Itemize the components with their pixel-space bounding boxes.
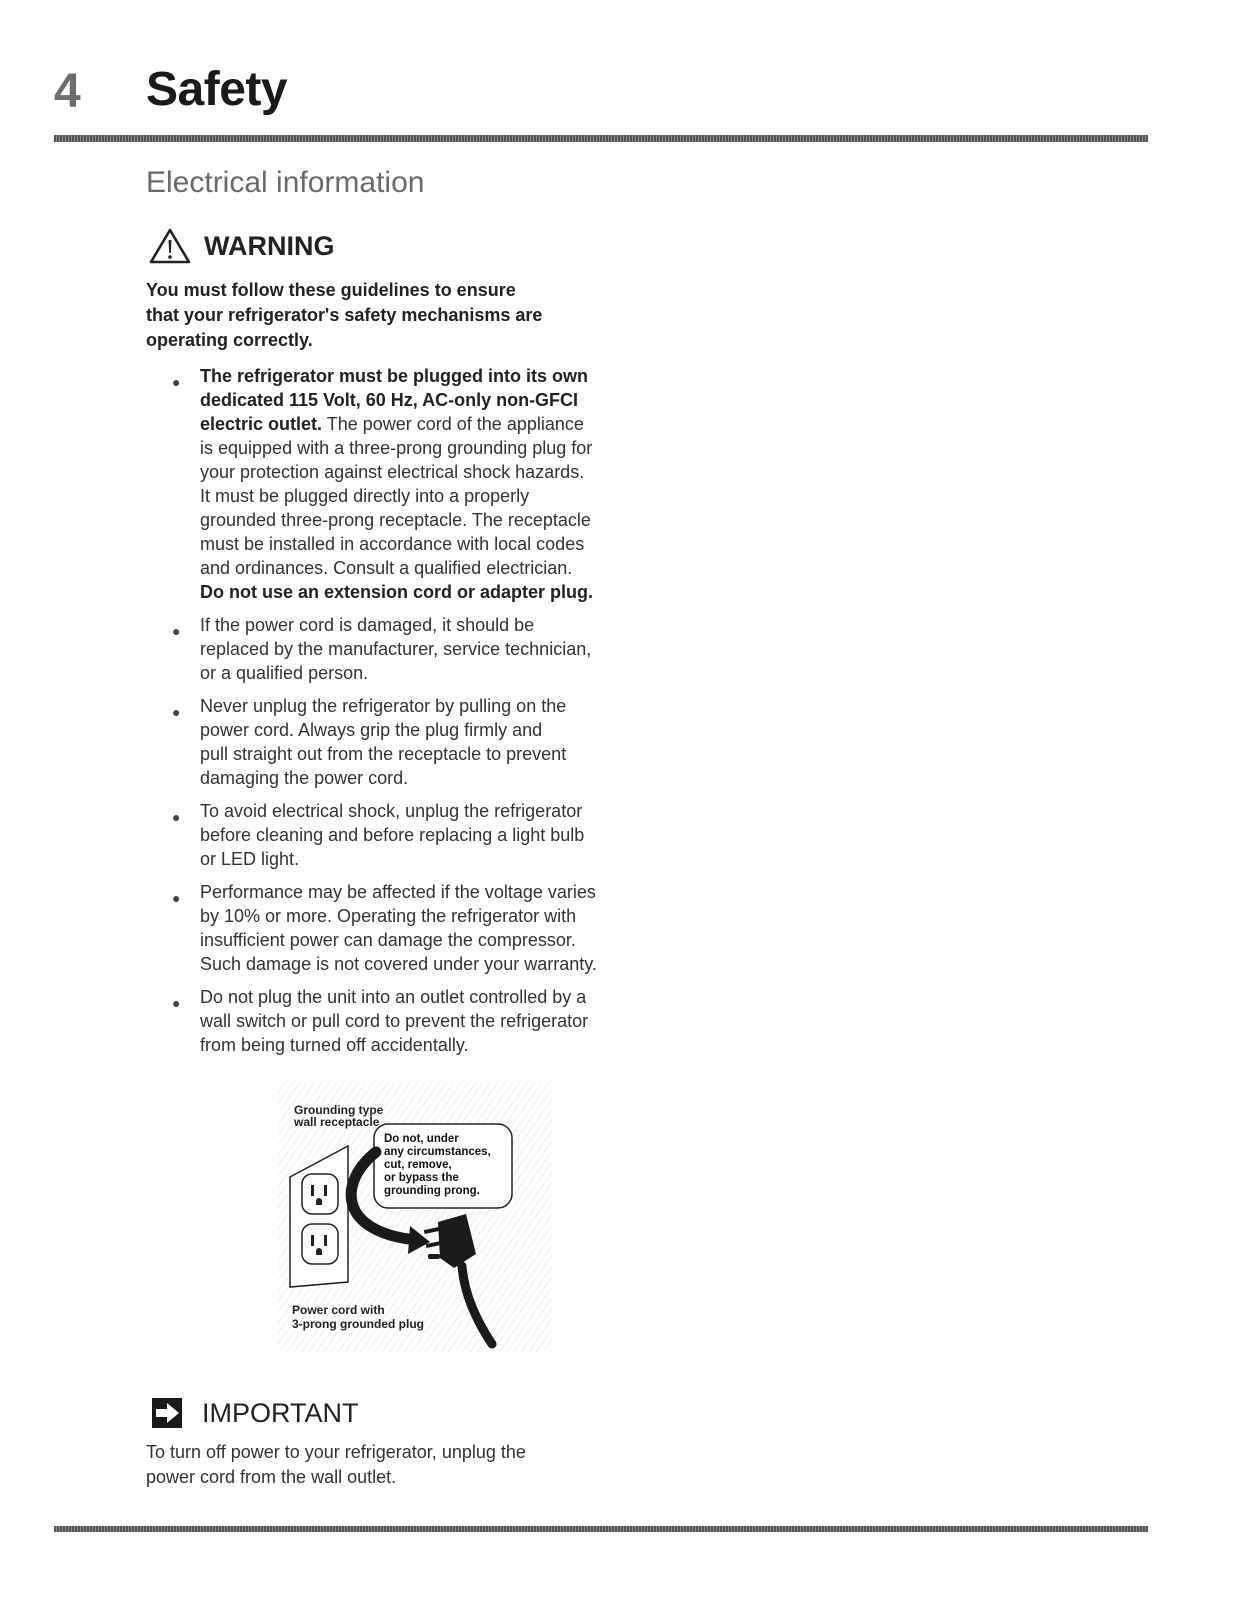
bullet-icon: ●: [172, 809, 181, 825]
list-item-line: Do not use an extension cord or adapter plug.: [200, 582, 594, 602]
callout-line: grounding prong.: [384, 1185, 480, 1197]
list-item-line: by 10% or more. Operating the refrigerator with: [200, 906, 577, 926]
list-item-line: power cord. Always grip the plug firmly and: [200, 720, 543, 740]
list-item-line: insufficient power can damage the compressor.: [200, 930, 576, 950]
callout-line: Do not, under: [384, 1133, 459, 1145]
list-item-line: wall switch or pull cord to prevent the refrigerator: [200, 1011, 589, 1031]
list-item-line: from being turned off accidentally.: [200, 1035, 469, 1055]
list-item-line: your protection against electrical shock hazards.: [200, 462, 585, 482]
warning-heading: [148, 226, 335, 266]
list-item-line: damaging the power cord.: [200, 768, 409, 788]
list-item: [170, 880, 650, 976]
list-item: [170, 694, 650, 790]
list-item-line: Performance may be affected if the voltage varies: [200, 882, 596, 902]
section-title: Electrical information: [146, 166, 425, 199]
list-item-text: The power cord of the appliance: [322, 414, 584, 434]
bottom-divider: [54, 1526, 1148, 1532]
list-item-line: before cleaning and before replacing a light bulb: [200, 825, 585, 845]
list-item-line: must be installed in accordance with local codes: [200, 534, 585, 554]
safety-bullet-list: [170, 364, 650, 1066]
list-item: [170, 613, 650, 685]
list-item-line: [200, 412, 650, 436]
plug-label-line: Power cord with: [292, 1303, 385, 1317]
receptacle-label-line: wall receptacle: [294, 1115, 380, 1129]
bullet-icon: ●: [172, 704, 181, 720]
important-text: [146, 1440, 646, 1490]
page-number: 4: [54, 65, 81, 118]
callout-line: any circumstances,: [384, 1146, 491, 1158]
top-divider: [54, 135, 1148, 142]
list-item-line: pull straight out from the receptacle to prevent: [200, 744, 567, 764]
list-item: [170, 799, 650, 871]
list-item-line: Do not plug the unit into an outlet controlled by a: [200, 987, 587, 1007]
important-heading: [152, 1393, 359, 1433]
list-item-line: is equipped with a three-prong grounding plug for: [200, 438, 593, 458]
list-item-line: grounded three-prong receptacle. The receptacle: [200, 510, 591, 530]
list-item-bold-text: electric outlet.: [200, 414, 323, 434]
warning-label: WARNING: [204, 230, 335, 261]
receptacle-label-line: Grounding type: [294, 1103, 384, 1117]
warning-intro-line: You must follow these guidelines to ensure: [146, 280, 516, 300]
important-text-line: power cord from the wall outlet.: [146, 1467, 397, 1487]
warning-intro-line: operating correctly.: [146, 330, 313, 350]
list-item-line: To avoid electrical shock, unplug the refrigerator: [200, 801, 583, 821]
important-label: IMPORTANT: [202, 1397, 359, 1428]
list-item-line: If the power cord is damaged, it should be: [200, 615, 535, 635]
list-item-line: or a qualified person.: [200, 663, 369, 683]
grounding-plug-illustration: [278, 1082, 552, 1352]
list-item: [170, 364, 650, 604]
list-item: [170, 985, 650, 1057]
list-item-line: and ordinances. Consult a qualified electrician.: [200, 558, 573, 578]
list-item-line: dedicated 115 Volt, 60 Hz, AC-only non-GFCI: [200, 390, 579, 410]
list-item-line: or LED light.: [200, 849, 300, 869]
list-item-line: Never unplug the refrigerator by pulling on the: [200, 696, 567, 716]
receptacle-label: [293, 1103, 387, 1129]
callout-line: cut, remove,: [384, 1159, 452, 1171]
chapter-title: Safety: [146, 63, 288, 116]
warning-intro: [146, 278, 626, 353]
list-item-line: Such damage is not covered under your warranty.: [200, 954, 597, 974]
bullet-icon: ●: [172, 374, 181, 390]
callout-line: or bypass the: [384, 1172, 459, 1184]
bullet-icon: ●: [172, 623, 181, 639]
warning-triangle-icon: [148, 227, 194, 265]
bullet-icon: ●: [172, 995, 181, 1011]
warning-intro-line: that your refrigerator's safety mechanisms are: [146, 305, 543, 325]
list-item-line: replaced by the manufacturer, service technician,: [200, 639, 592, 659]
list-item-line: The refrigerator must be plugged into its own: [200, 366, 589, 386]
important-text-line: To turn off power to your refrigerator, unplug the: [146, 1442, 526, 1462]
callout-box: [374, 1124, 512, 1208]
plug-label-line: 3-prong grounded plug: [292, 1317, 424, 1331]
list-item-line: It must be plugged directly into a properly: [200, 486, 530, 506]
bullet-icon: ●: [172, 890, 181, 906]
arrow-right-box-icon: [152, 1398, 182, 1428]
